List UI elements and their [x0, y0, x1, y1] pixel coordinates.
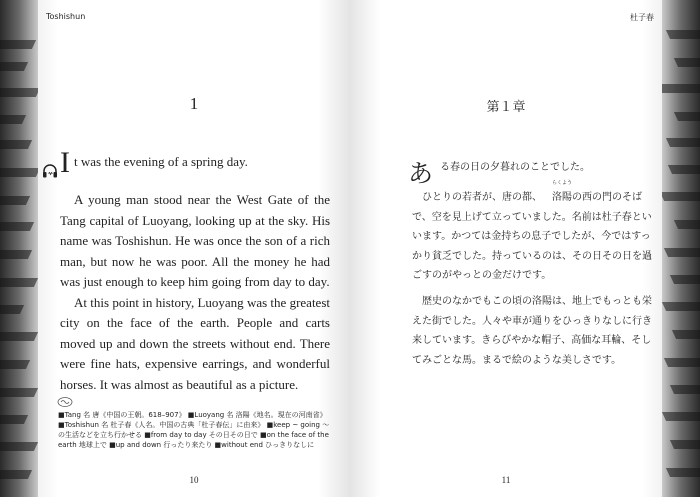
page-number: 10: [189, 475, 199, 485]
left-page: [38, 0, 350, 497]
glossary-icon: [57, 396, 73, 408]
paragraph-text: ひとりの若者が、唐の都、: [422, 192, 542, 203]
ruby-base: 洛陽: [552, 192, 572, 203]
japanese-body: [412, 180, 652, 286]
chapter-title: 第１章: [486, 100, 526, 115]
page-number: 11: [501, 475, 511, 485]
chapter-number: 1: [189, 94, 199, 113]
english-body: [60, 190, 330, 395]
paragraph: At this point in history, Luoyang was the greatest city on the face of the earth. People and carts moved up and down the streets without end. There were fine hats, expensive earrings, and wonderful horses. It was almost as beautiful as a picture.: [60, 294, 330, 392]
headphones-icon[interactable]: [42, 163, 58, 179]
running-head: 杜子春: [630, 13, 654, 22]
ruby-reading: らくよう: [552, 180, 573, 186]
ruby-word: [542, 180, 573, 208]
paragraph: [412, 180, 652, 286]
paragraph: A young man stood near the West Gate of the Tang capital of Luoyang, looking up at the sky. His name was Toshishun. He was once the son of a rich man, but now he was poor. All the money he had was just enough to keep him going from day to day.: [60, 192, 330, 289]
right-page: [350, 0, 662, 497]
drop-cap: あ: [408, 159, 434, 188]
paragraph: 歴史のなかでもこの頃の洛陽は、地上でもっとも栄えた街でした。人々や車が通りをひっきりなしに行き来しています。きらびやかな帽子、高価な耳輪、そしてみごとな馬。まるで絵のような美しさです。: [412, 296, 652, 366]
glossary-notes: ■Tang 名 唐《中国の王朝。618–907》 ■Luoyang 名 洛陽《地名。現在の河南省》 ■Toshishun 名 杜子春《人名。中国の古典「杜子春伝」に由来》 ■keep ~ going ～の生活などを立ち行かせる ■from day to day その日その日で ■on the face of the earth 地球上で ■up and down 行ったり来たり ■without end ひっきりなしに: [58, 411, 330, 449]
opening-line-text: る春の日の夕暮れのことでした。: [440, 162, 590, 173]
japanese-body-2: [412, 292, 652, 370]
opening-line-text: t was the evening of a spring day.: [74, 154, 248, 169]
paragraph-text: の西の門のそばで、空を見上げて立っていました。名前は杜子春といいます。かつては金持ちの息子でしたが、今ではすっかり貧乏でした。持っているのは、その日その日を過ごすのがやっとの金だけです。: [412, 192, 652, 281]
drop-cap: I: [60, 146, 70, 179]
running-head: Toshishun: [46, 12, 86, 21]
